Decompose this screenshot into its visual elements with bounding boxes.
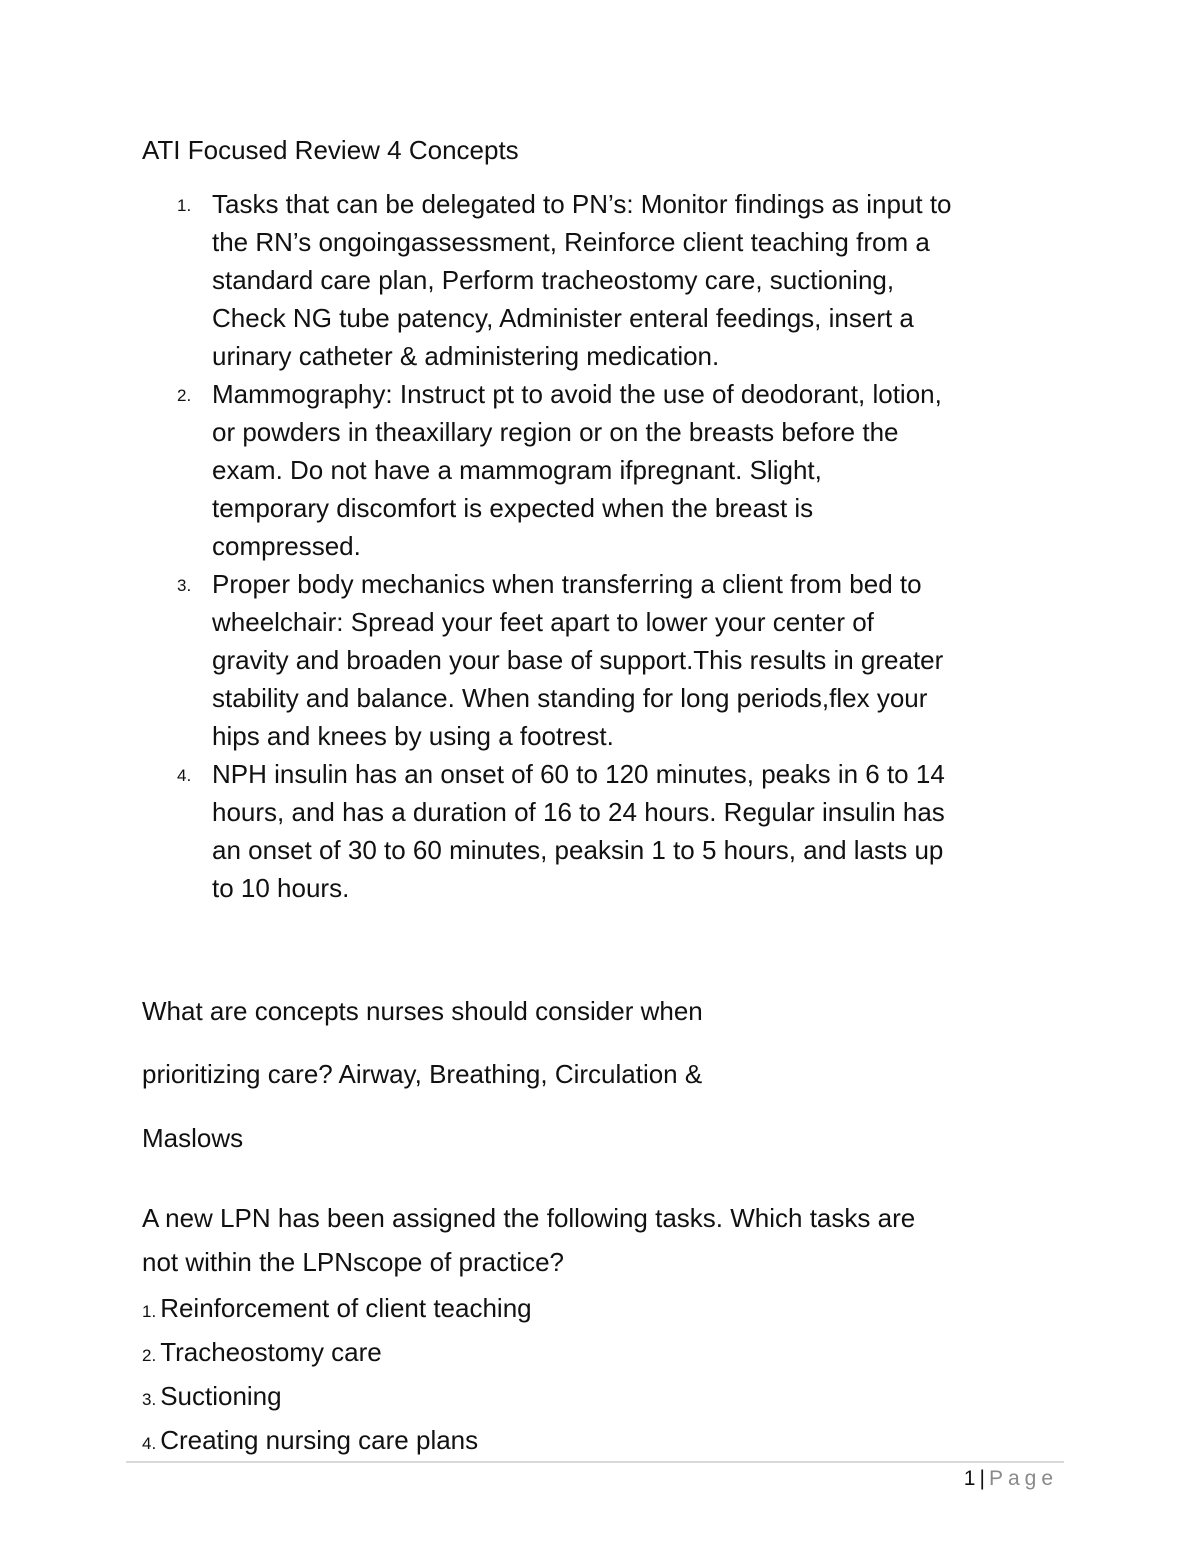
- concept-item-3: [142, 565, 1067, 755]
- document-title: ATI Focused Review 4 Concepts: [142, 135, 519, 165]
- concept-list: [142, 185, 1067, 907]
- list-number: 4.: [142, 1434, 157, 1453]
- concept-line: temporary discomfort is expected when the breast is: [212, 493, 814, 523]
- concept-line: Mammography: Instruct pt to avoid the use of deodorant, lotion,: [212, 379, 942, 409]
- concept-line: Tasks that can be delegated to PN’s: Monitor findings as input to: [212, 189, 952, 219]
- question2-line: not within the LPNscope of practice?: [142, 1247, 565, 1277]
- list-number: 2.: [142, 1346, 157, 1365]
- list-number: 1.: [142, 1302, 157, 1321]
- concept-line: stability and balance. When standing for long periods,flex your: [212, 683, 928, 713]
- concept-item-2: [142, 375, 1067, 565]
- concept-line: NPH insulin has an onset of 60 to 120 minutes, peaks in 6 to 14: [212, 759, 945, 789]
- page-footer: [964, 1466, 1058, 1492]
- footer-separator: |: [979, 1467, 985, 1490]
- option-item-1: [142, 1288, 532, 1332]
- question1-line: Maslows: [142, 1123, 244, 1153]
- concept-line: or powders in theaxillary region or on the breasts before the: [212, 417, 899, 447]
- list-number: 3.: [142, 1390, 157, 1409]
- concept-line: Check NG tube patency, Administer enteral feedings, insert a: [212, 303, 914, 333]
- question1-line: What are concepts nurses should consider when: [142, 996, 703, 1026]
- option-text: Creating nursing care plans: [160, 1425, 479, 1455]
- option-item-3: [142, 1376, 532, 1420]
- concept-line: the RN’s ongoingassessment, Reinforce client teaching from a: [212, 227, 930, 257]
- concept-line: hours, and has a duration of 16 to 24 hours. Regular insulin has: [212, 797, 945, 827]
- concept-line: standard care plan, Perform tracheostomy care, suctioning,: [212, 265, 895, 295]
- option-text: Reinforcement of client teaching: [160, 1293, 532, 1323]
- option-text: Tracheostomy care: [160, 1337, 382, 1367]
- question1-line: prioritizing care? Airway, Breathing, Circulation &: [142, 1059, 703, 1089]
- option-item-4: [142, 1420, 532, 1464]
- concept-line: gravity and broaden your base of support.This results in greater: [212, 645, 944, 675]
- concept-line: to 10 hours.: [212, 873, 350, 903]
- option-text: Suctioning: [160, 1381, 282, 1411]
- concept-line: Proper body mechanics when transferring a client from bed to: [212, 569, 922, 599]
- option-item-2: [142, 1332, 532, 1376]
- concept-item-4: [142, 755, 1067, 907]
- concept-item-1: [142, 185, 1067, 375]
- concept-line: wheelchair: Spread your feet apart to lower your center of: [212, 607, 874, 637]
- concept-line: compressed.: [212, 531, 361, 561]
- page-number: 1: [963, 1467, 976, 1490]
- concept-line: exam. Do not have a mammogram ifpregnant. Slight,: [212, 455, 822, 485]
- list-number: 3.: [177, 576, 192, 595]
- footer-divider: [126, 1461, 1064, 1463]
- list-number: 2.: [177, 386, 192, 405]
- list-number: 1.: [177, 196, 192, 215]
- page-label: Page: [988, 1467, 1058, 1490]
- concept-line: hips and knees by using a footrest.: [212, 721, 614, 751]
- concept-line: urinary catheter & administering medication.: [212, 341, 720, 371]
- concept-line: an onset of 30 to 60 minutes, peaksin 1 to 5 hours, and lasts up: [212, 835, 944, 865]
- question2-line: A new LPN has been assigned the following tasks. Which tasks are: [142, 1203, 916, 1233]
- list-number: 4.: [177, 766, 192, 785]
- question2-options: [142, 1288, 532, 1464]
